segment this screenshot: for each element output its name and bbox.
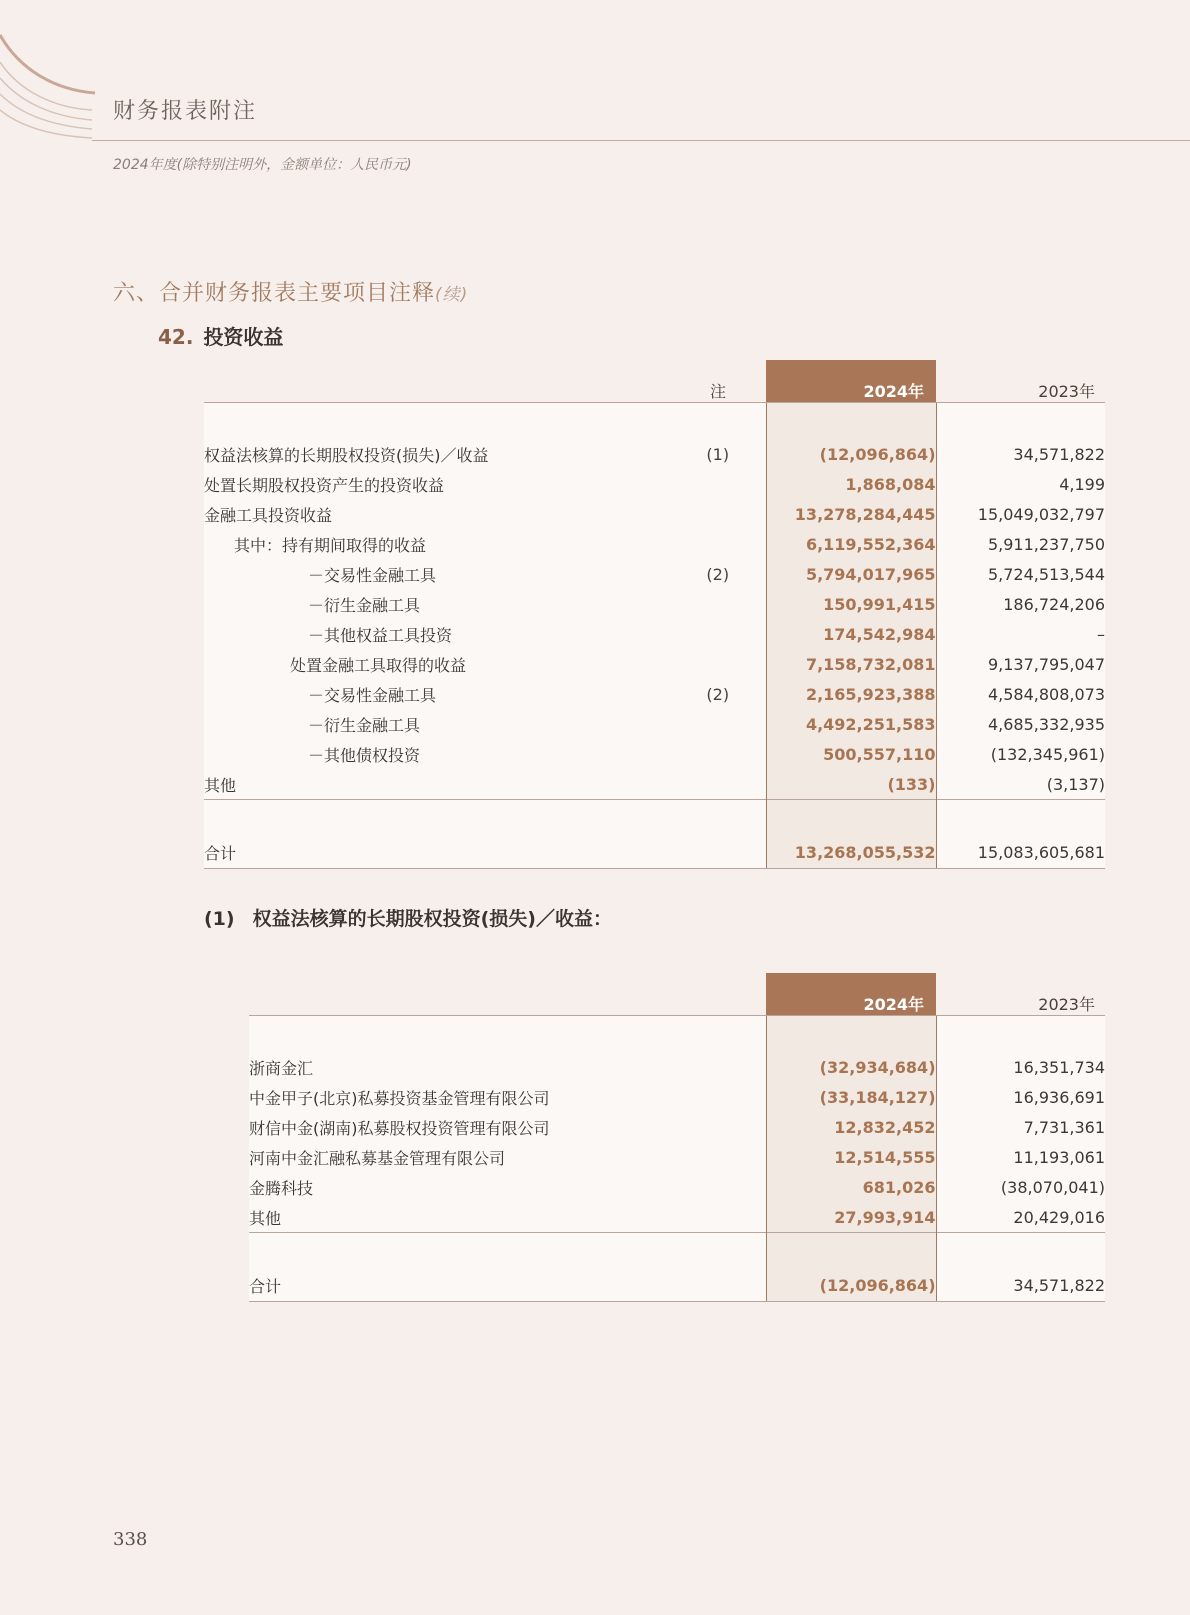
header-note: 注 (670, 360, 766, 403)
row-note (670, 499, 766, 529)
row-label: 金腾科技 (249, 1172, 766, 1202)
section-continued: (续) (435, 285, 469, 305)
row-current: 13,278,284,445 (766, 499, 936, 529)
row-current: 12,832,452 (766, 1112, 936, 1142)
total-row (249, 1269, 1105, 1302)
total-label: 合计 (204, 836, 670, 869)
header-title: 财务报表附注 (113, 99, 258, 124)
row-current: 4,492,251,583 (766, 709, 936, 739)
row-current: 5,794,017,965 (766, 559, 936, 589)
table-row (204, 769, 1105, 800)
row-label: 河南中金汇融私募基金管理有限公司 (249, 1142, 766, 1172)
item-title (158, 321, 283, 350)
table-row (204, 469, 1105, 499)
table-row (204, 619, 1105, 649)
total-label: 合计 (249, 1269, 766, 1302)
sub-number: (1) (204, 908, 235, 930)
row-previous: 4,685,332,935 (936, 709, 1105, 739)
total-gap-row (204, 800, 1105, 837)
row-note (670, 709, 766, 739)
row-previous: (38,070,041) (936, 1172, 1105, 1202)
row-previous: 16,936,691 (936, 1082, 1105, 1112)
row-current: (12,096,864) (766, 439, 936, 469)
row-label: 其他 (204, 769, 670, 800)
row-previous: 4,584,808,073 (936, 679, 1105, 709)
header-subtitle: 2024年度(除特别注明外，金额单位：人民币元) (113, 157, 412, 173)
header-label-cell (204, 360, 670, 403)
row-previous: (3,137) (936, 769, 1105, 800)
total-gap-row (249, 1233, 1105, 1270)
table-row (204, 499, 1105, 529)
table-header-row (249, 973, 1105, 1016)
row-previous: 16,351,734 (936, 1052, 1105, 1082)
row-note (670, 589, 766, 619)
total-previous: 34,571,822 (936, 1269, 1105, 1302)
total-note (670, 836, 766, 869)
page-number: 338 (113, 1529, 148, 1550)
row-previous: 7,731,361 (936, 1112, 1105, 1142)
table-row (204, 739, 1105, 769)
row-previous: 5,911,237,750 (936, 529, 1105, 559)
total-current: (12,096,864) (766, 1269, 936, 1302)
total-previous: 15,083,605,681 (936, 836, 1105, 869)
header-previous-year: 2023年 (936, 973, 1105, 1016)
row-label: 处置金融工具取得的收益 (204, 649, 670, 679)
row-current: 500,557,110 (766, 739, 936, 769)
header-current-year: 2024年 (766, 973, 936, 1016)
row-label: －交易性金融工具 (204, 679, 670, 709)
equity-method-table (249, 973, 1105, 1302)
row-current: 7,158,732,081 (766, 649, 936, 679)
header-label-cell (249, 973, 766, 1016)
row-note (670, 529, 766, 559)
row-note (670, 739, 766, 769)
row-label: －其他权益工具投资 (204, 619, 670, 649)
spacer-row (249, 1016, 1105, 1053)
table-row (204, 709, 1105, 739)
section-title (113, 276, 468, 307)
table-row (249, 1142, 1105, 1172)
header-rule (92, 140, 1190, 141)
row-note (670, 649, 766, 679)
row-label: －其他债权投资 (204, 739, 670, 769)
row-label: －交易性金融工具 (204, 559, 670, 589)
row-previous: 15,049,032,797 (936, 499, 1105, 529)
header-previous-year: 2023年 (936, 360, 1105, 403)
table-row (249, 1202, 1105, 1233)
row-label: 其他 (249, 1202, 766, 1233)
total-row (204, 836, 1105, 869)
table-row (249, 1082, 1105, 1112)
row-note (670, 619, 766, 649)
row-current: 1,868,084 (766, 469, 936, 499)
row-note: (2) (670, 559, 766, 589)
row-current: (133) (766, 769, 936, 800)
row-previous: 186,724,206 (936, 589, 1105, 619)
decorative-arcs (0, 0, 100, 150)
investment-income-table (204, 360, 1105, 869)
table-row (249, 1112, 1105, 1142)
row-note (670, 769, 766, 800)
row-label: 金融工具投资收益 (204, 499, 670, 529)
table-row (249, 1172, 1105, 1202)
row-current: 174,542,984 (766, 619, 936, 649)
row-label: 中金甲子(北京)私募投资基金管理有限公司 (249, 1082, 766, 1112)
table-row (204, 529, 1105, 559)
row-label: 处置长期股权投资产生的投资收益 (204, 469, 670, 499)
row-current: 6,119,552,364 (766, 529, 936, 559)
table-row (204, 439, 1105, 469)
item-title-text: 投资收益 (203, 325, 284, 349)
row-label: 权益法核算的长期股权投资(损失)／收益 (204, 439, 670, 469)
section-title-text: 六、合并财务报表主要项目注释 (113, 281, 436, 306)
row-label: 其中：持有期间取得的收益 (204, 529, 670, 559)
row-previous: – (936, 619, 1105, 649)
row-note (670, 469, 766, 499)
row-current: 12,514,555 (766, 1142, 936, 1172)
sub-title-text: 权益法核算的长期股权投资(损失)／收益： (252, 908, 612, 930)
row-previous: 11,193,061 (936, 1142, 1105, 1172)
row-note: (2) (670, 679, 766, 709)
table-row (204, 589, 1105, 619)
row-previous: (132,345,961) (936, 739, 1105, 769)
table-row (204, 679, 1105, 709)
table-row (249, 1052, 1105, 1082)
row-note: (1) (670, 439, 766, 469)
row-previous: 20,429,016 (936, 1202, 1105, 1233)
row-label: －衍生金融工具 (204, 589, 670, 619)
sub-title (204, 904, 612, 931)
item-number: 42. (158, 325, 194, 349)
row-previous: 5,724,513,544 (936, 559, 1105, 589)
table-row (204, 649, 1105, 679)
row-label: 浙商金汇 (249, 1052, 766, 1082)
total-current: 13,268,055,532 (766, 836, 936, 869)
row-current: (33,184,127) (766, 1082, 936, 1112)
row-current: 681,026 (766, 1172, 936, 1202)
row-label: －衍生金融工具 (204, 709, 670, 739)
row-current: 27,993,914 (766, 1202, 936, 1233)
row-current: (32,934,684) (766, 1052, 936, 1082)
row-previous: 4,199 (936, 469, 1105, 499)
row-previous: 34,571,822 (936, 439, 1105, 469)
row-current: 150,991,415 (766, 589, 936, 619)
header-current-year: 2024年 (766, 360, 936, 403)
table-header-row (204, 360, 1105, 403)
row-current: 2,165,923,388 (766, 679, 936, 709)
row-label: 财信中金(湖南)私募股权投资管理有限公司 (249, 1112, 766, 1142)
row-previous: 9,137,795,047 (936, 649, 1105, 679)
table-row (204, 559, 1105, 589)
spacer-row (204, 403, 1105, 440)
